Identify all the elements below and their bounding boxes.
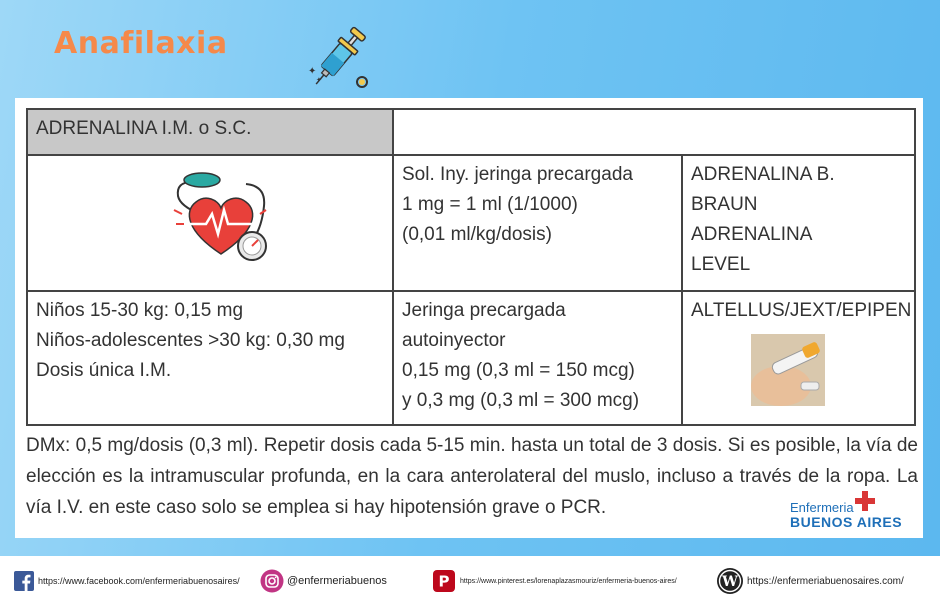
content-card: [15, 98, 923, 538]
heart-monitor-icon: [166, 166, 276, 266]
pinterest-url: https://www.pinterest.es/lorenaplazasmouriz/enfermeria-buenos-aires/: [460, 577, 677, 585]
brand-line: BRAUN: [691, 194, 758, 215]
wordpress-url: https://enfermeriabuenosaires.com/: [747, 575, 904, 587]
syringe-icon: [300, 22, 376, 94]
autoinjector-line: y 0,3 mg (0,3 ml = 300 mcg): [402, 390, 640, 411]
brand-line-1: Enfermeria: [790, 500, 854, 515]
instagram-icon: [260, 569, 284, 593]
dosage-line: Dosis única I.M.: [36, 360, 172, 381]
formulation-line: (0,01 ml/kg/dosis): [402, 224, 552, 245]
dosage-line: Niños 15-30 kg: 0,15 mg: [36, 300, 244, 321]
drug-table: [26, 108, 916, 426]
brand-line: ADRENALINA: [691, 224, 813, 245]
table-row: [27, 155, 915, 291]
page-title: Anafilaxia: [54, 26, 228, 61]
table-row: [27, 291, 915, 425]
wordpress-link[interactable]: [716, 566, 904, 596]
svg-text:✦: ✦: [308, 66, 317, 77]
pinterest-link[interactable]: [433, 566, 677, 596]
facebook-icon: [14, 571, 34, 591]
instagram-link[interactable]: [260, 566, 387, 596]
table-row: [27, 109, 915, 155]
autoinjector-cell: [393, 291, 682, 425]
svg-text:✦: ✦: [316, 77, 322, 84]
autoinjector-brand-cell: [682, 291, 915, 425]
formulation-line: 1 mg = 1 ml (1/1000): [402, 194, 578, 215]
dosage-cell: [27, 291, 393, 425]
facebook-url: https://www.facebook.com/enfermeriabuenosaires/: [38, 576, 240, 586]
formulation-line: Sol. Iny. jeringa precargada: [402, 164, 633, 185]
illustration-cell: [27, 155, 393, 291]
social-footer: [0, 556, 940, 609]
instagram-handle: @enfermeriabuenos: [287, 575, 387, 587]
dosage-note: DMx: 0,5 mg/dosis (0,3 ml). Repetir dosis cada 5-15 min. hasta un total de 3 dosis. Si es posible, la vía de elección es la intramuscular profunda, en la cara anterolateral del muslo, incluso a través de la ropa. La vía I.V. en este caso solo se emplea si hay hipotensión grave o PCR.: [26, 435, 918, 518]
brand-cell: [682, 155, 915, 291]
autoinjector-line: 0,15 mg (0,3 ml = 150 mcg): [402, 360, 635, 381]
svg-text:W: W: [722, 574, 738, 590]
svg-text:P: P: [438, 572, 450, 591]
autoinjector-photo: [751, 334, 825, 406]
formulation-cell: [393, 155, 682, 291]
brand-logo: [790, 496, 920, 536]
empty-header-cell: [393, 109, 915, 155]
autoinjector-brand: ALTELLUS/JEXT/EPIPEN: [691, 300, 912, 321]
pinterest-icon: [433, 570, 455, 592]
brand-line-2: BUENOS AIRES: [790, 514, 903, 530]
autoinjector-line: Jeringa precargada autoinyector: [402, 300, 566, 351]
brand-line: LEVEL: [691, 254, 751, 275]
facebook-link[interactable]: [14, 566, 240, 596]
red-cross-icon: [854, 490, 876, 512]
wordpress-icon: [716, 567, 744, 595]
table-header-cell: ADRENALINA I.M. o S.C.: [27, 109, 393, 155]
dosage-line: Niños-adolescentes >30 kg: 0,30 mg: [36, 330, 345, 351]
brand-line: ADRENALINA B.: [691, 164, 835, 185]
